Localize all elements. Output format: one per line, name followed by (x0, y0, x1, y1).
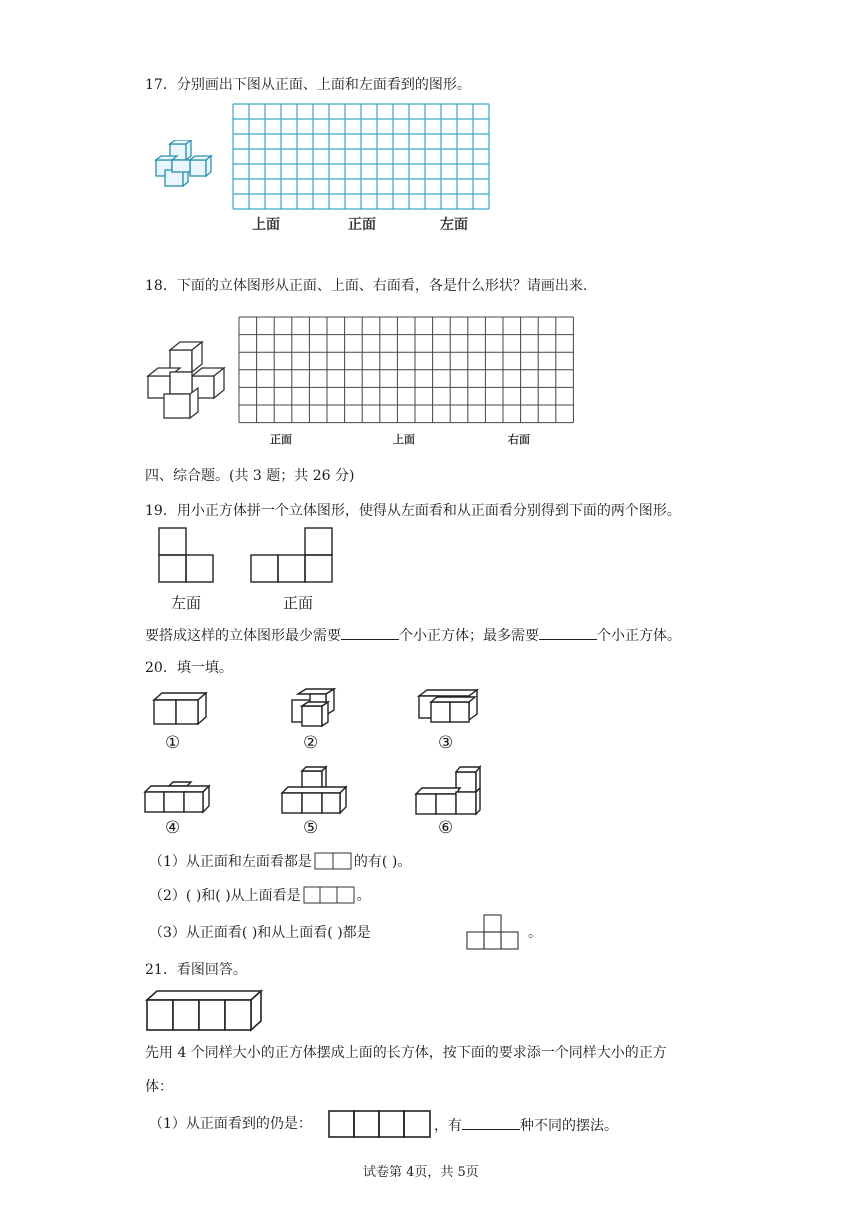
q20-figure-4 (143, 780, 211, 814)
q20-label-6: ⑥ (438, 818, 454, 838)
q20-sub1-text-a: （1）从正面和左面看都是 (149, 854, 312, 870)
q20-sub1-shape (314, 852, 352, 870)
q21-desc-line-2: 体： (145, 1079, 173, 1095)
q18-answer-grid (238, 316, 578, 426)
question-19-text: 19．用小正方体拼一个立体图形，使得从左面看和从正面看分别得到下面的两个图形。 (145, 503, 681, 519)
q20-sub2-text-b: 。 (356, 888, 371, 904)
q19-label-left: 左面 (171, 594, 202, 612)
q20-sub3-text-a: （3）从正面看( )和从上面看( )都是 (149, 925, 371, 941)
q20-sub1-line (149, 852, 411, 870)
q21-sub1-text-b: ，有 (434, 1118, 462, 1134)
q21-cuboid-figure (145, 988, 265, 1032)
q20-figure-5 (280, 765, 348, 815)
q19-max-blank[interactable] (539, 627, 597, 640)
q20-label-4: ④ (165, 818, 181, 838)
q20-sub2-text-a: （2）( )和( )从上面看是 (149, 888, 301, 904)
q20-label-2: ② (303, 733, 319, 753)
q17-cube-figure (150, 140, 220, 190)
question-20-text: 20．填一填。 (145, 660, 233, 676)
q19-label-front: 正面 (283, 594, 314, 612)
q18-cube-figure (146, 340, 232, 420)
q18-label-right: 右面 (508, 433, 530, 446)
q20-figure-3 (417, 688, 483, 726)
q17-label-top: 上面 (252, 217, 280, 233)
q20-sub2-shape (303, 886, 355, 904)
q21-sub1-text-a: （1）从正面看到的仍是： (149, 1116, 312, 1132)
q21-sub1-text-c: 种不同的摆法。 (520, 1118, 618, 1134)
q17-label-left: 左面 (440, 217, 468, 233)
q20-sub3-line (149, 926, 371, 940)
q20-sub2-line (149, 886, 371, 904)
question-21-text: 21．看图回答。 (145, 962, 247, 978)
q18-label-front: 正面 (270, 433, 292, 446)
q21-sub1-line (434, 1117, 618, 1133)
q20-label-5: ⑤ (303, 818, 319, 838)
q20-label-3: ③ (438, 733, 454, 753)
q19-front-view (250, 527, 334, 583)
q17-label-front: 正面 (348, 217, 376, 233)
q19-answer-text-3: 个小正方体。 (597, 628, 681, 644)
q19-left-view (158, 527, 216, 583)
q18-label-top: 上面 (393, 433, 415, 446)
q17-answer-grid (232, 103, 492, 213)
q21-sub1-shape (328, 1110, 432, 1138)
q19-answer-text-2: 个小正方体；最多需要 (399, 628, 539, 644)
section-4-heading: 四、综合题。(共 3 题；共 26 分) (145, 468, 355, 484)
q21-ways-blank[interactable] (462, 1117, 520, 1130)
q20-label-1: ① (165, 733, 181, 753)
page-footer: 试卷第 4页，共 5页 (363, 1165, 479, 1180)
q21-desc-line-1: 先用 4 个同样大小的正方体摆成上面的长方体，按下面的要求添一个同样大小的正方 (145, 1045, 667, 1061)
q20-figure-1 (150, 690, 210, 726)
q20-sub1-text-b: 的有( )。 (353, 854, 412, 870)
q20-figure-6 (414, 764, 484, 816)
q20-sub3-text-b: 。 (528, 925, 542, 941)
question-18-text: 18．下面的立体图形从正面、上面、右面看，各是什么形状？请画出来. (145, 278, 588, 294)
q19-answer-text-1: 要搭成这样的立体图形最少需要 (145, 628, 341, 644)
q19-min-blank[interactable] (341, 627, 399, 640)
q19-answer-line (145, 627, 681, 643)
question-17-text: 17．分别画出下图从正面、上面和左面看到的图形。 (145, 77, 471, 93)
q20-figure-2 (288, 688, 344, 730)
q20-sub3-shape (466, 914, 520, 950)
